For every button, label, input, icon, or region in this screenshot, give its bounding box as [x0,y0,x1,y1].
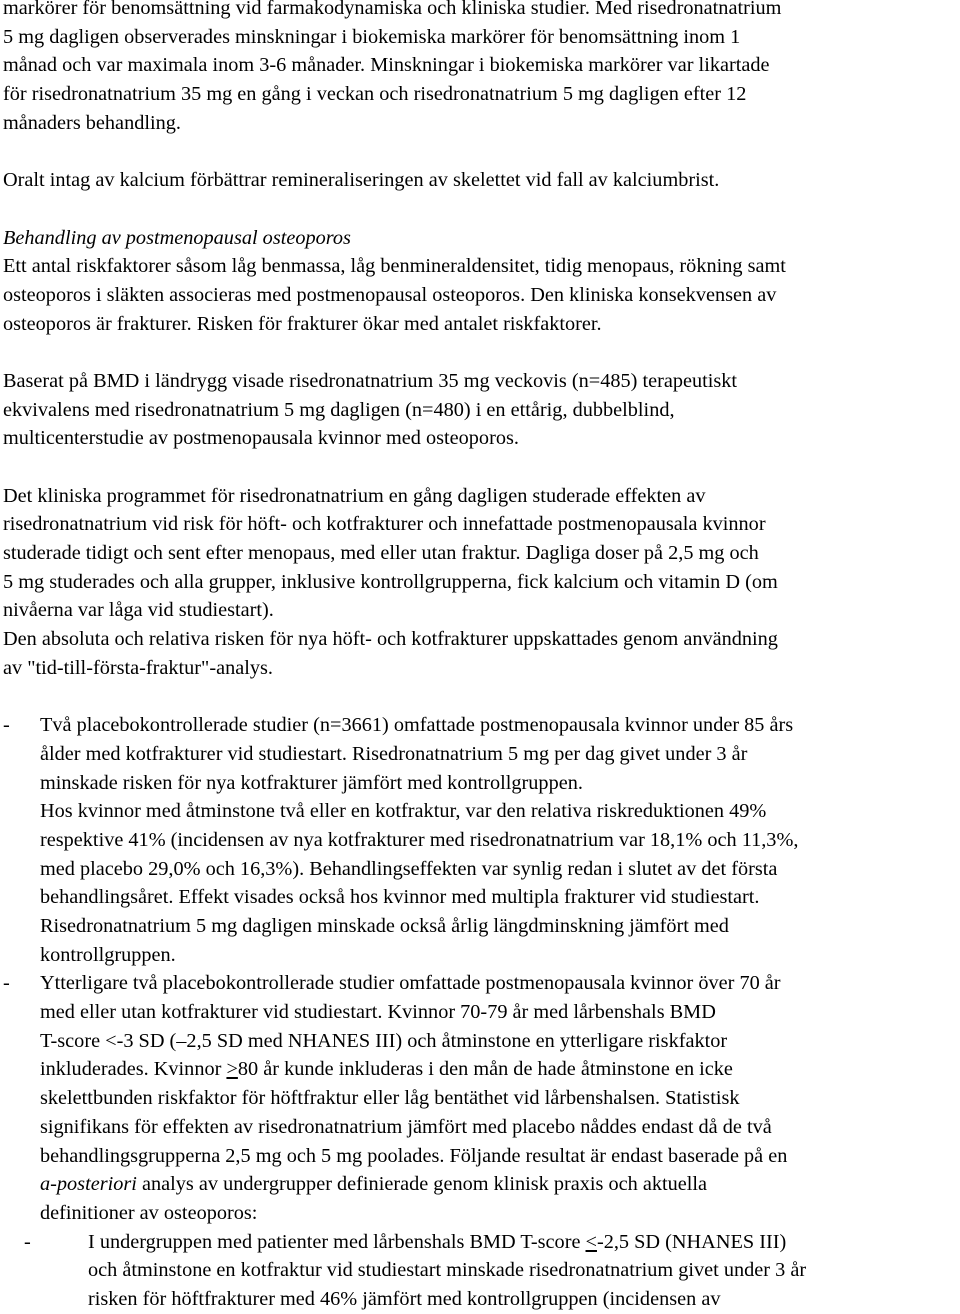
paragraph-gap [3,683,958,712]
sublist-item-femoral-neck [3,1228,958,1314]
text-line: Oralt intag av kalcium förbättrar remineraliseringen av skelettet vid fall av kalciumbrist. [3,169,720,192]
text-line: ekvivalens med risedronatnatrium 5 mg dagligen (n=480) i en ettårig, dubbelblind, [3,398,675,421]
text-fragment: analys av undergrupper definierade genom klinisk praxis och aktuella [136,1173,708,1196]
text-line: behandlingsåret. Effekt visades också hos kvinnor med multipla frakturer vid studiestart. [40,886,760,909]
text-line: Den absoluta och relativa risken för nya höft- och kotfrakturer uppskattades genom användning [3,628,778,651]
text-line: av "tid-till-första-fraktur"-analys. [3,656,273,679]
text-line: månaders behandling. [3,111,181,134]
text-line: Två placebokontrollerade studier (n=3661) omfattade postmenopausala kvinnor under 85 års [40,714,794,737]
text-line: Baserat på BMD i ländrygg visade risedronatnatrium 35 mg veckovis (n=485) terapeutiskt [3,369,738,392]
paragraph-gap [3,338,958,367]
list-dash: - [3,972,10,995]
text-line: definitioner av osteoporos: [40,1201,258,1224]
list-item-hip-studies [3,969,958,1227]
greater-equal-sign: > [226,1058,238,1081]
text-line: markörer för benomsättning vid farmakodynamiska och kliniska studier. Med risedronatnatrium [3,0,782,19]
text-line: risken för höftfrakturer med 46% jämfört med kontrollgruppen (incidensen av [88,1287,721,1310]
text-line: med placebo 29,0% och 16,3%). Behandlingseffekten var synlig redan i slutet av det första [40,857,778,880]
paragraph-pharmacodynamics [3,0,958,137]
text-line: risedronatnatrium vid risk för höft- och kotfrakturer och innefattade postmenopausala kvinnor [3,513,766,536]
study-list [3,711,958,1313]
text-line [40,1170,958,1199]
text-fragment: -2,5 SD (NHANES III) [596,1230,787,1253]
text-line: osteoporos i släkten associeras med postmenopausal osteoporos. Den kliniska konsekvensen av [3,283,777,306]
text-line: Det kliniska programmet för risedronatnatrium en gång dagligen studerade effekten av [3,484,706,507]
text-line: för risedronatnatrium 35 mg en gång i veckan och risedronatnatrium 5 mg dagligen efter 12 [3,83,747,106]
text-line: med eller utan kotfrakturer vid studiestart. Kvinnor 70-79 år med lårbenshals BMD [40,1001,716,1024]
text-line: respektive 41% (incidensen av nya kotfrakturer med risedronatnatrium var 18,1% och 11,3%, [40,828,799,851]
text-fragment: I undergruppen med patienter med lårbenshals BMD T-score [88,1230,586,1253]
italic-term: a-posteriori [40,1173,137,1196]
text-line: Ytterligare två placebokontrollerade studier omfattade postmenopausala kvinnor över 70 år [40,972,781,995]
text-line: behandlingsgrupperna 2,5 mg och 5 mg poolades. Följande resultat är endast baserade på en [40,1144,788,1167]
text-line [40,1055,958,1084]
paragraph-gap [3,453,958,482]
section-heading: Behandling av postmenopausal osteoporos [3,226,351,249]
list-item-text [3,969,958,1227]
text-line: 5 mg dagligen observerades minskningar i biokemiska markörer för benomsättning inom 1 [3,25,741,48]
text-line: Ett antal riskfaktorer såsom låg benmassa, låg benmineraldensitet, tidig menopaus, rökning samt [3,255,786,278]
paragraph-gap [3,195,958,224]
text-line: signifikans för effekten av risedronatnatrium jämfört med placebo nåddes endast då de två [40,1115,772,1138]
text-line: och åtminstone en kotfraktur vid studiestart minskade risedronatnatrium givet under 3 år [88,1259,807,1282]
paragraph-calcium [3,166,958,195]
list-item-text [3,1228,958,1314]
paragraph-bmd-study [3,367,958,453]
text-line: kontrollgruppen. [40,943,176,966]
text-fragment: 80 år kunde inkluderas i den mån de hade åtminstone en icke [237,1058,733,1081]
list-item-text [3,711,958,969]
document-page [3,0,958,1314]
paragraph-risk-factors [3,252,958,338]
text-line: studerade tidigt och sent efter menopaus, med eller utan fraktur. Dagliga doser på 2,5 mg och [3,542,759,565]
list-item-vertebral-studies [3,711,958,969]
text-line [88,1228,958,1257]
text-line: månad och var maximala inom 3-6 månader. Minskningar i biokemiska markörer var likartade [3,54,770,77]
text-line: minskade risken för nya kotfrakturer jämfört med kontrollgruppen. [40,771,583,794]
text-fragment: inkluderades. Kvinnor [40,1058,227,1081]
less-equal-sign: < [585,1230,597,1253]
text-line: Risedronatnatrium 5 mg dagligen minskade också årlig längdminskning jämfört med [40,915,729,937]
list-dash: - [3,714,10,737]
list-dash: - [24,1230,31,1253]
paragraph-gap [3,137,958,166]
text-line: multicenterstudie av postmenopausala kvinnor med osteoporos. [3,427,519,450]
text-line: nivåerna var låga vid studiestart). [3,599,274,622]
text-line: skelettbunden riskfaktor för höftfraktur eller låg bentäthet vid lårbenshalsen. Statistisk [40,1087,740,1110]
paragraph-clinical-program [3,482,958,683]
text-line: T-score <-3 SD (–2,5 SD med NHANES III) och åtminstone en ytterligare riskfaktor [40,1029,728,1052]
text-line: ålder med kotfrakturer vid studiestart. Risedronatnatrium 5 mg per dag givet under 3 år [40,742,748,765]
text-line: 5 mg studerades och alla grupper, inklusive kontrollgrupperna, fick kalcium och vitamin D (om [3,570,778,593]
text-line: Hos kvinnor med åtminstone två eller en kotfraktur, var den relativa riskreduktionen 49% [40,800,767,823]
text-line: osteoporos är frakturer. Risken för frakturer ökar med antalet riskfaktorer. [3,312,602,335]
